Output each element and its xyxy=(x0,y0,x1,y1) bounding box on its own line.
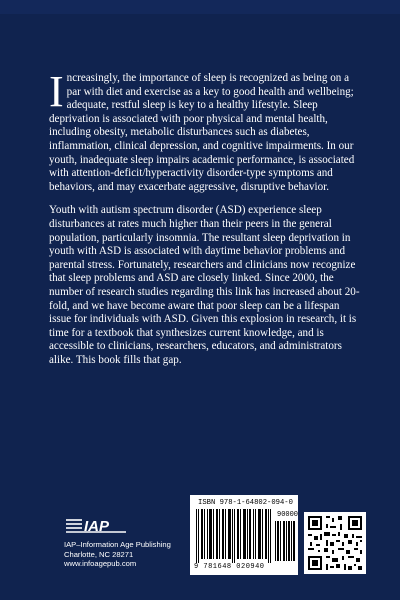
price-code: 90000 xyxy=(277,511,299,519)
top-band xyxy=(0,0,400,14)
addon-barcode-icon xyxy=(274,521,296,561)
blurb-paragraph-2: Youth with autism spectrum disorder (ASD) experience sleep disturbances at rates much higher than their peers in the general population, particularly insomnia. The resultant sleep deprivation in youth with ASD is associated with daytime behavior problems and parental stress. Fortunately, researchers and clinicians now recognize that sleep problems and ASD are closely linked. Since 2000, the number of research studies regarding this link has increased about 20-fold, and we have become aware that poor sleep can be a lifespan issue for individuals with ASD. Given this explosion in research, it is time for a textbook that synthesizes current knowledge, and is accessible to clinicians, researchers, educators, and administrators alike. This book fills that gap. xyxy=(49,204,360,366)
ean-barcode-icon xyxy=(194,509,274,563)
isbn-number: ISBN 978-1-64802-094-0 xyxy=(198,499,293,507)
publisher-website[interactable]: www.infoagepub.com xyxy=(64,559,137,569)
publisher-logo xyxy=(64,514,154,540)
iap-logo-icon xyxy=(64,514,154,540)
publisher-name: IAP–Information Age Publishing xyxy=(64,540,171,549)
ean-digits: 9 781648 020940 xyxy=(194,563,265,571)
qr-code-icon xyxy=(304,512,366,574)
publisher-location: Charlotte, NC 28271 xyxy=(64,549,134,559)
qr-code[interactable] xyxy=(304,512,366,574)
blurb xyxy=(49,67,361,377)
logo-text: IAP xyxy=(84,518,110,535)
drop-cap: I xyxy=(49,67,64,116)
publisher-block xyxy=(64,514,184,569)
isbn-barcode xyxy=(190,495,298,575)
blurb-paragraph-1-text: ncreasingly, the importance of sleep is recognized as being on a par with diet and exercise as a key to good health and wellbeing; adequate, restful sleep is key to a healthy lifestyle. Sleep deprivation is associated with poor physical and mental health, including obesity, metabolic disturbances such as diabetes, inflammation, clinical depression, and cognitive impairments. In our youth, inadequate sleep impairs academic performance, is associated with attention-deficit/hyperactivity disorder-type symptoms and behaviors, and may exacerbate aggressive, disruptive behavior. xyxy=(49,72,355,193)
blurb-paragraph-1 xyxy=(49,67,361,194)
